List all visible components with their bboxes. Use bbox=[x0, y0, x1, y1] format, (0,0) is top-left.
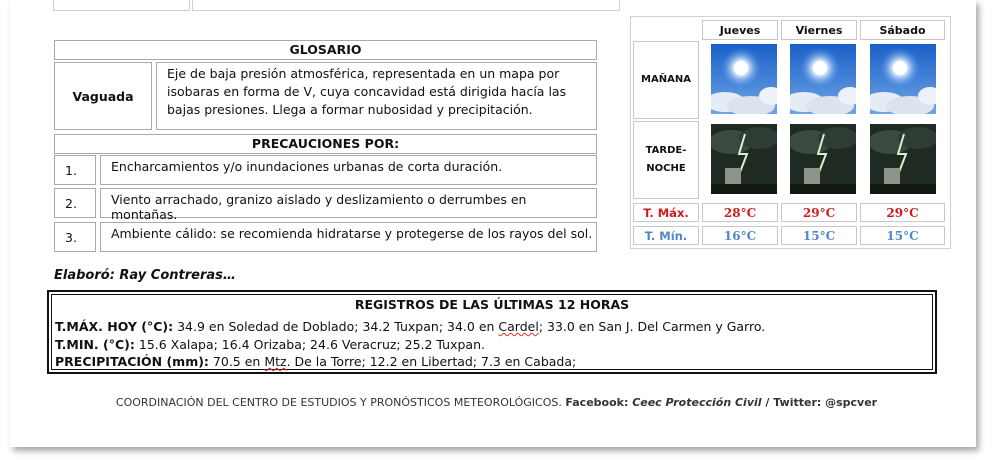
records-precip-place: Mtz bbox=[264, 354, 287, 369]
tmin-value: 16°C bbox=[702, 226, 778, 245]
footer-facebook-label: Facebook: bbox=[565, 396, 629, 409]
tmax-value: 29°C bbox=[860, 203, 945, 222]
precaution-number: 2. bbox=[54, 188, 96, 218]
day-header: Jueves bbox=[702, 20, 778, 40]
evening-label-line: NOCHE bbox=[646, 163, 686, 174]
records-precip-line bbox=[55, 354, 576, 369]
precaution-text: Viento arrachado, granizo aislado y deslizamiento o derrumbes en montañas. bbox=[100, 188, 597, 218]
records-precip-text-end: . De la Torre; 12.2 en Libertad; 7.3 en Cabada; bbox=[286, 354, 577, 369]
records-title: REGISTROS DE LAS ÚLTIMAS 12 HORAS bbox=[354, 297, 630, 312]
night-storm-icon bbox=[711, 124, 777, 194]
records-precip-text: 70.5 en bbox=[208, 354, 265, 369]
day-header: Viernes bbox=[781, 20, 857, 40]
glossary-term: Vaguada bbox=[54, 62, 152, 130]
evening-label bbox=[633, 121, 699, 199]
footer-separator: / bbox=[761, 396, 774, 409]
top-table-fragment bbox=[192, 0, 620, 11]
tmax-label: T. Máx. bbox=[633, 203, 699, 222]
sunny-clouds-icon bbox=[870, 44, 936, 114]
tmin-label: T. Mín. bbox=[633, 226, 699, 245]
precautions-title: PRECAUCIONES POR: bbox=[54, 134, 597, 154]
top-table-fragment bbox=[53, 0, 190, 11]
precaution-text: Ambiente cálido: se recomienda hidratarse y protegerse de los rayos del sol. bbox=[100, 222, 597, 252]
tmax-value: 28°C bbox=[702, 203, 778, 222]
night-storm-icon bbox=[790, 124, 856, 194]
footer-twitter-link[interactable]: Twitter: @spcver bbox=[773, 396, 878, 409]
records-precip-label: PRECIPITACIÓN (mm): bbox=[55, 354, 209, 369]
tmin-value: 15°C bbox=[781, 226, 857, 245]
precaution-number: 3. bbox=[54, 222, 96, 252]
sunny-clouds-icon bbox=[790, 44, 856, 114]
glossary-definition: Eje de baja presión atmosférica, representada en un mapa por isobaras en forma de V, cuya concavidad está dirigida hacía las bajas presiones. Llega a formar nubosidad y precipitación. bbox=[156, 62, 597, 130]
precaution-text: Encharcamientos y/o inundaciones urbanas de corta duración. bbox=[100, 155, 597, 185]
evening-label-line: TARDE- bbox=[645, 145, 687, 156]
records-tmax-place: Cardel bbox=[498, 319, 539, 334]
footer-text: COORDINACIÓN DEL CENTRO DE ESTUDIOS Y PRONÓSTICOS METEOROLÓGICOS. bbox=[115, 396, 566, 409]
records-tmax-label: T.MÁX. HOY (°C): bbox=[55, 319, 174, 334]
tmin-value: 15°C bbox=[860, 226, 945, 245]
night-storm-icon bbox=[870, 124, 936, 194]
records-tmax-text: 34.9 en Soledad de Doblado; 34.2 Tuxpan; 34.0 en bbox=[173, 319, 499, 334]
day-header: Sábado bbox=[860, 20, 945, 40]
precaution-number: 1. bbox=[54, 155, 96, 185]
tmax-value: 29°C bbox=[781, 203, 857, 222]
glossary-title: GLOSARIO bbox=[54, 40, 597, 60]
sunny-clouds-icon bbox=[711, 44, 777, 114]
records-tmin-text: 15.6 Xalapa; 16.4 Orizaba; 24.6 Veracruz; 25.2 Tuxpan. bbox=[134, 337, 485, 352]
records-tmin-line bbox=[55, 337, 485, 352]
morning-label: MAÑANA bbox=[633, 41, 699, 119]
author-line: Elaboró: Ray Contreras… bbox=[54, 268, 236, 283]
footer bbox=[0, 396, 993, 409]
footer-facebook-link[interactable]: Ceec Protección Civil bbox=[628, 396, 762, 409]
records-box bbox=[47, 290, 937, 374]
records-tmax-text-end: ; 33.0 en San J. Del Carmen y Garro. bbox=[538, 319, 766, 334]
records-tmin-label: T.MIN. (°C): bbox=[55, 337, 135, 352]
records-tmax-line bbox=[55, 319, 765, 334]
